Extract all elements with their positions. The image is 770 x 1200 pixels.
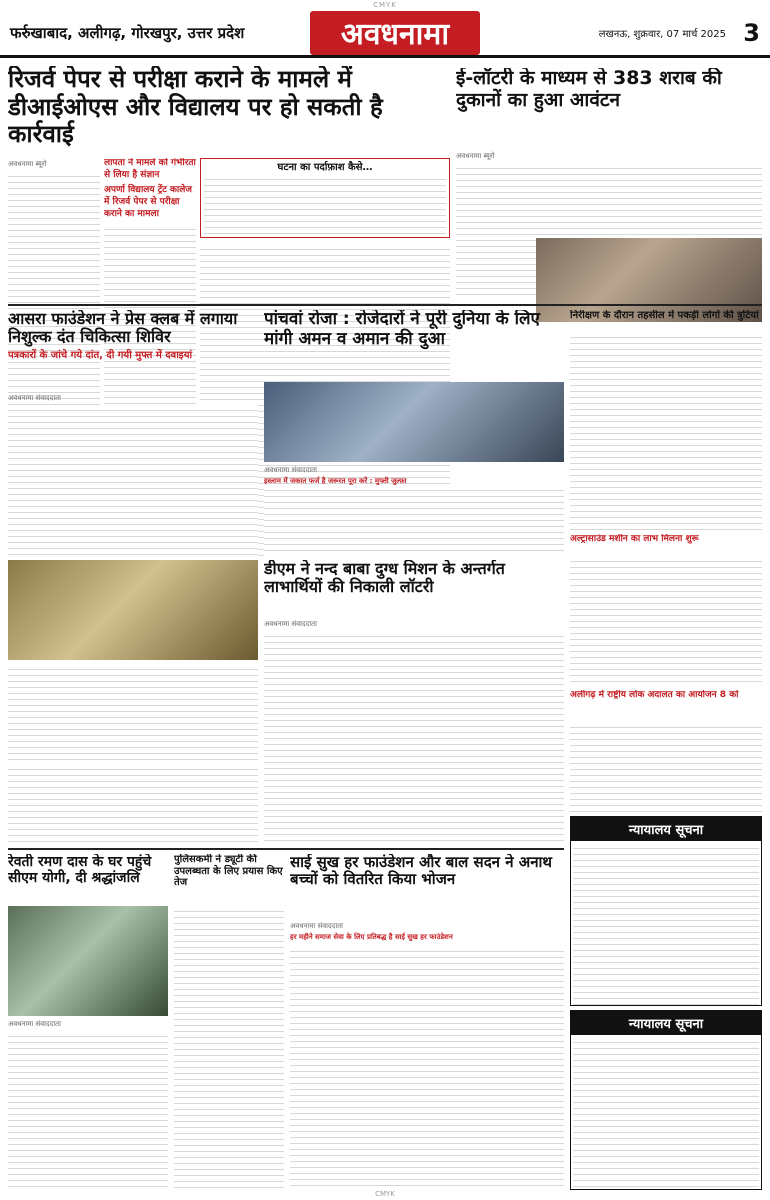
sai-headline: साई सुख हर फाउंडेशन और बाल सदन ने अनाथ बच्चों को वितरित किया भोजन bbox=[290, 854, 553, 889]
lead-bullet-2: अपर्णा विद्यालय ट्रेंट कालेज में रिजर्व पेपर से परीक्षा कराने का मामला bbox=[104, 185, 192, 219]
revati-headline-block bbox=[8, 854, 168, 904]
lok-adalat-headline: अलीगढ़ में राष्ट्रीय लोक अदालत का आयोजन 8 को bbox=[570, 690, 739, 700]
daim-headline-block bbox=[264, 560, 564, 616]
inspection-headline-block bbox=[570, 310, 762, 330]
color-strip: CMYK bbox=[373, 1, 397, 9]
lead-byline: अवधनामा ब्यूरो bbox=[8, 160, 47, 168]
roza-byline: अवधनामा संवाददाता bbox=[264, 466, 317, 474]
inspection-body bbox=[570, 332, 762, 532]
aasra-subhead: पत्रकारों के जांचे गये दांत, दी गयी मुफ्त में दवाइयां bbox=[8, 349, 193, 361]
aasra-photo bbox=[8, 560, 258, 660]
lok-adalat-block bbox=[570, 690, 762, 720]
aasra-byline: अवधनामा संवाददाता bbox=[8, 394, 61, 402]
sai-body bbox=[290, 920, 564, 1190]
lottery-headline: ई-लॉटरी के माध्यम से 383 शराब की दुकानों का हुआ आवंटन bbox=[456, 68, 722, 111]
aasra-body bbox=[8, 392, 258, 556]
inspection-headline2: अल्ट्रासाउंड मशीन का लाभ मिलना शुरू bbox=[570, 534, 699, 544]
divider-2 bbox=[8, 848, 564, 850]
roza-headline-block bbox=[264, 310, 564, 380]
roza-photo bbox=[264, 382, 564, 462]
revati-byline: अवधनामा संवाददाता bbox=[8, 1020, 61, 1028]
lead-box bbox=[200, 158, 450, 238]
notice-2-title: न्यायालय सूचना bbox=[571, 1011, 761, 1035]
sai-bullet: हर महीने समाज सेवा के लिए प्रतिबद्ध है साई सुख हर फाउंडेशन bbox=[290, 933, 453, 941]
aasra-body-2 bbox=[8, 664, 258, 760]
inspection-headline: निरीक्षण के दौरान तहसील में पकड़ी लोगों की त्रुटियां bbox=[570, 310, 759, 321]
revati-headline: रेवती रमण दास के घर पहुंचे सीएम योगी, दी श्रद्धांजलि bbox=[8, 854, 152, 887]
police-body bbox=[174, 906, 284, 1190]
masthead bbox=[0, 10, 770, 58]
roza-subnote: इस्लाम में जकात फर्ज है जरूरत पूरा करें : मुफ्ती जुल्फ़ा bbox=[264, 477, 407, 485]
notice-1-title: न्यायालय सूचना bbox=[571, 817, 761, 841]
lead-box-title: घटना का पर्दाफ़ाश कैसे… bbox=[277, 162, 373, 173]
aasra-headline: आसरा फाउंडेशन ने प्रेस क्लब में लगाया निशुल्क दंत चिकित्सा शिविर bbox=[8, 310, 238, 347]
sai-byline: अवधनामा संवाददाता bbox=[290, 922, 343, 930]
bottom-strip: CMYK bbox=[375, 1190, 395, 1198]
roza-body bbox=[264, 464, 564, 556]
daim-body bbox=[264, 618, 564, 844]
roza-headline: पांचवां रोजा : रोजेदारों ने पूरी दुनिया के लिए मांगी अमन व अमान की दुआ bbox=[264, 310, 540, 349]
lottery-headline-block bbox=[456, 68, 762, 148]
inspection-body-2 bbox=[570, 556, 762, 686]
divider bbox=[8, 304, 762, 306]
lead-headline-block bbox=[8, 66, 448, 154]
notice-2 bbox=[570, 1010, 762, 1190]
revati-photo bbox=[8, 906, 168, 1016]
lok-adalat-body bbox=[570, 722, 762, 812]
daim-byline: अवधनामा संवाददाता bbox=[264, 620, 317, 628]
inspection-headline2-block bbox=[570, 534, 762, 552]
lottery-byline: अवधनामा ब्यूरो bbox=[456, 152, 495, 160]
issue-date: लखनऊ, शुक्रवार, 07 मार्च 2025 bbox=[598, 28, 726, 40]
notice-1 bbox=[570, 816, 762, 1006]
cities: फर्रुखाबाद, अलीगढ़, गोरखपुर, उत्तर प्रदेश bbox=[10, 23, 245, 42]
daim-headline: डीएम ने नन्द बाबा दुग्ध मिशन के अन्तर्गत लाभार्थियों की निकाली लॉटरी bbox=[264, 560, 505, 597]
aasra-headline-block bbox=[8, 310, 258, 390]
page-number: 3 bbox=[743, 18, 760, 47]
aasra-extra bbox=[8, 764, 258, 844]
police-headline: पुलिसकर्मी ने ड्यूटी की उपलब्धता के लिए प्रयास किए तेज bbox=[174, 854, 283, 888]
logo: अवधनामा bbox=[310, 11, 480, 55]
revati-body bbox=[8, 1018, 168, 1190]
lead-bullet-1: लापता ने मामले को गंभीरता से लिया है संज्ञान bbox=[104, 158, 196, 180]
police-headline-block bbox=[174, 854, 284, 904]
sai-headline-block bbox=[290, 854, 564, 918]
lead-headline: रिजर्व पेपर से परीक्षा कराने के मामले में डीआईओएस और विद्यालय पर हो सकती है कार्रवाई bbox=[8, 66, 383, 149]
